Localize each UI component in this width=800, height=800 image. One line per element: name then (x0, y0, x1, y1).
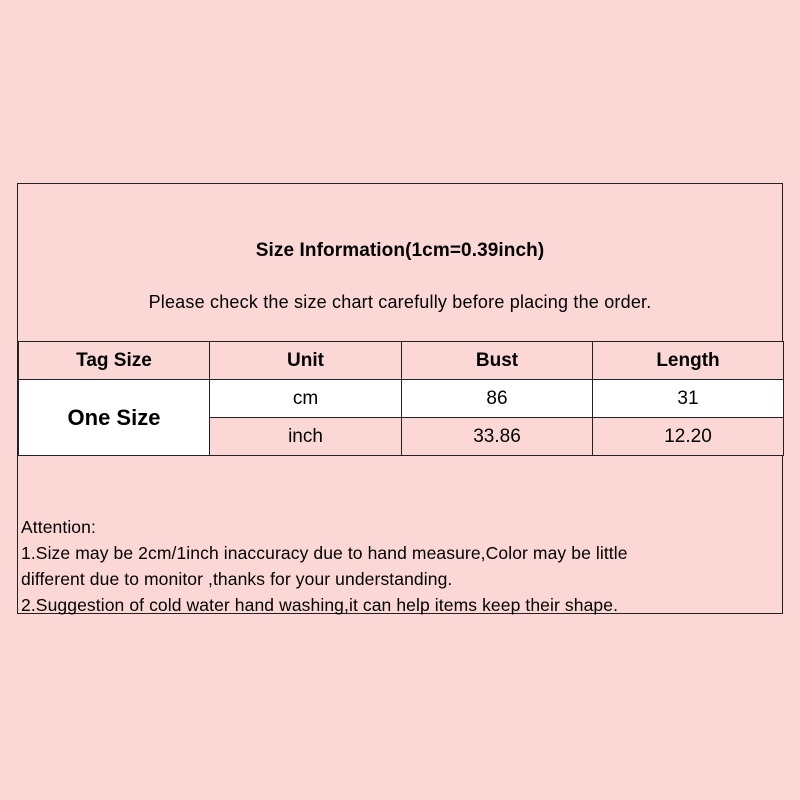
table-row (19, 380, 784, 418)
size-table (18, 341, 784, 456)
size-chart-sheet (17, 183, 783, 614)
column-header-tag-size: Tag Size (19, 342, 210, 380)
length-cell: 31 (593, 380, 784, 418)
tag-size-cell: One Size (19, 380, 210, 456)
table-header-row (19, 342, 784, 380)
attention-notes (21, 514, 781, 618)
size-chart-subtitle: Please check the size chart carefully before placing the order. (148, 292, 652, 312)
attention-line: 1.Size may be 2cm/1inch inaccuracy due to hand measure,Color may be little (21, 543, 628, 563)
length-cell: 12.20 (593, 418, 784, 456)
size-chart-header (18, 184, 782, 342)
attention-line: 2.Suggestion of cold water hand washing,it can help items keep their shape. (21, 595, 619, 615)
unit-cell: cm (210, 380, 402, 418)
attention-heading: Attention: (21, 517, 96, 537)
bust-cell: 33.86 (402, 418, 593, 456)
attention-line: different due to monitor ,thanks for your understanding. (21, 569, 453, 589)
size-chart-title: Size Information(1cm=0.39inch) (255, 240, 545, 261)
column-header-length: Length (593, 342, 784, 380)
bust-cell: 86 (402, 380, 593, 418)
column-header-unit: Unit (210, 342, 402, 380)
unit-cell: inch (210, 418, 402, 456)
column-header-bust: Bust (402, 342, 593, 380)
